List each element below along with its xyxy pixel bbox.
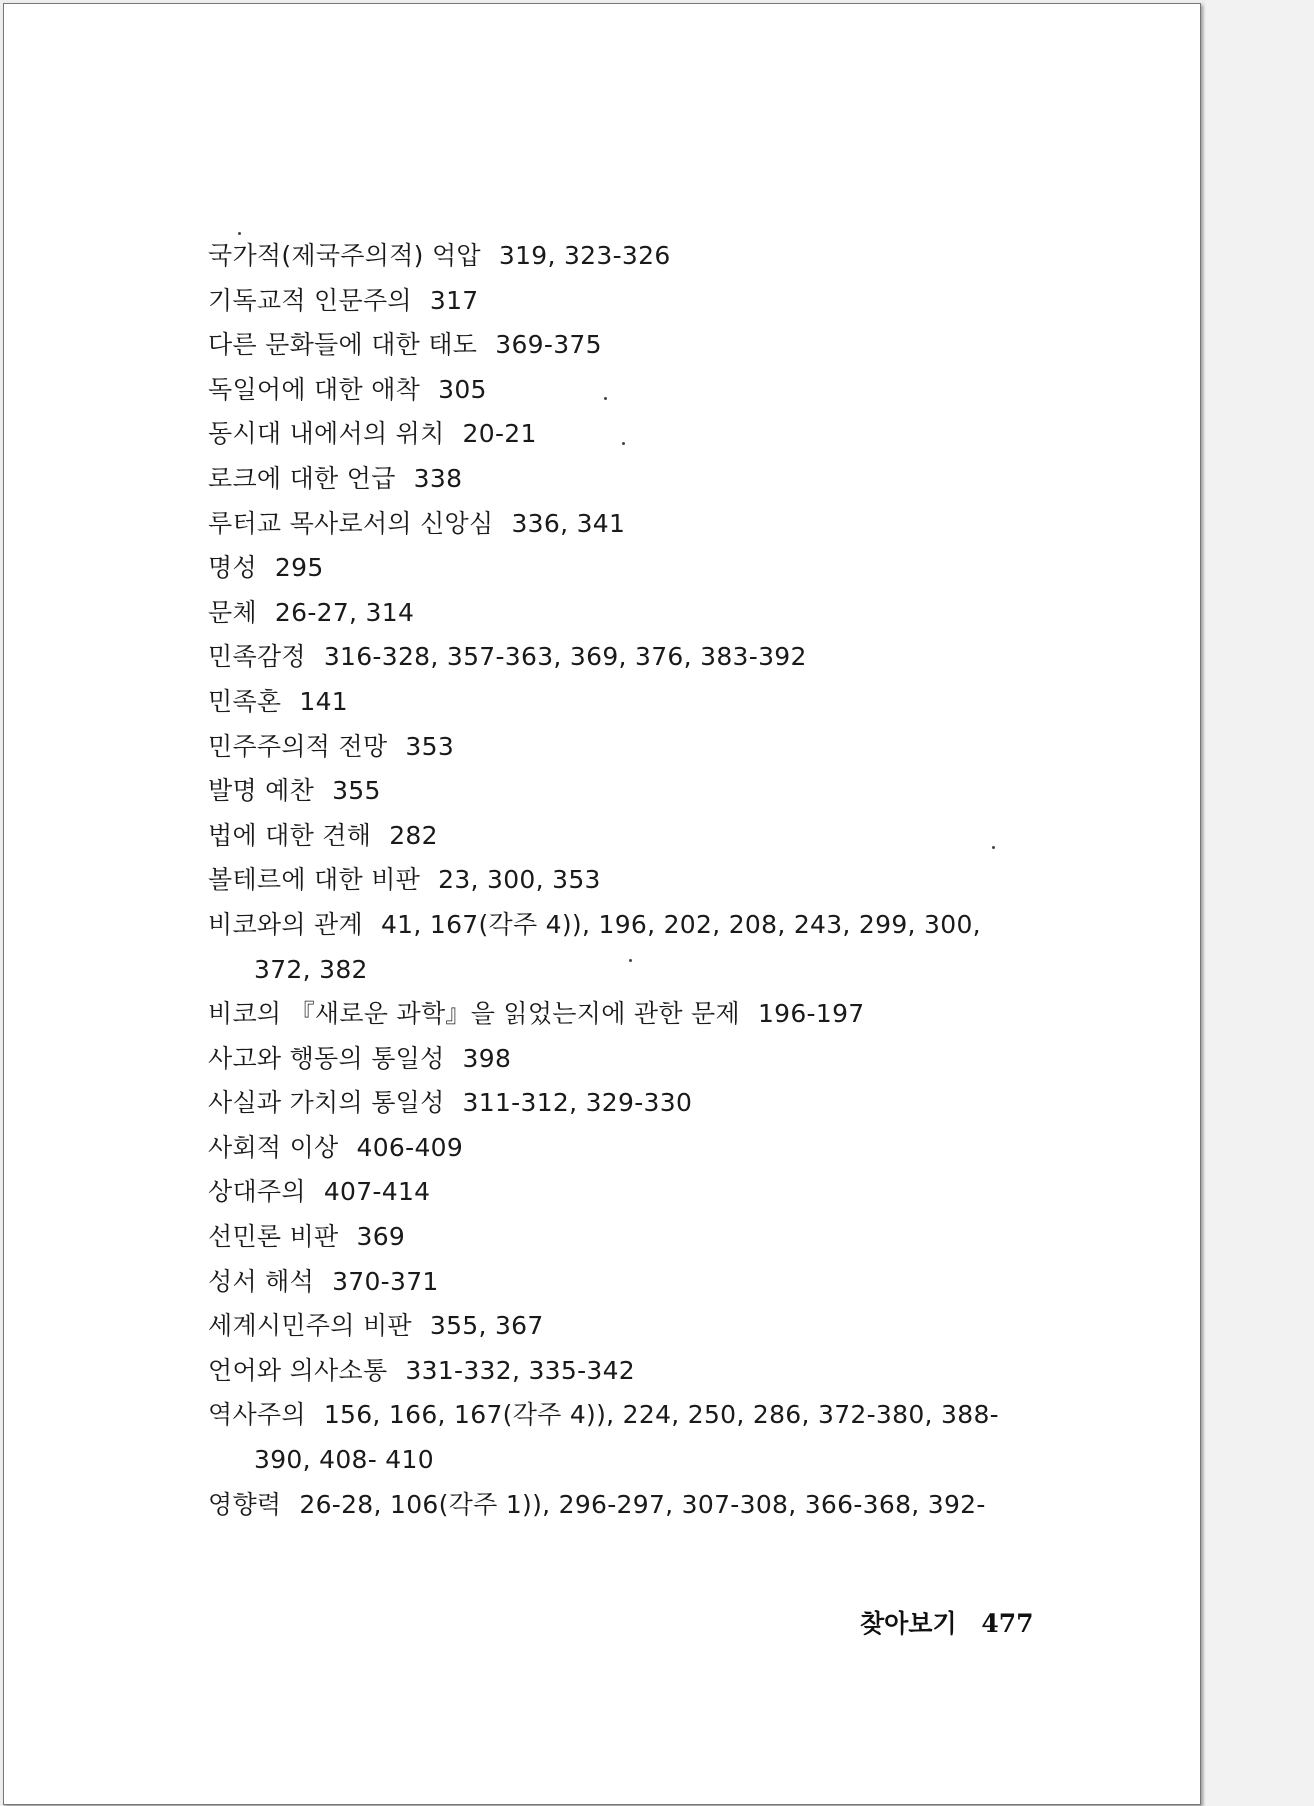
index-entry — [208, 814, 1068, 859]
page-references: 355, 367 — [429, 1311, 544, 1341]
index-entry — [208, 546, 1068, 591]
page-references: 156, 166, 167(각주 4)), 224, 250, 286, 372-380, 388- — [323, 1400, 999, 1430]
page-references-continued: 372, 382 — [254, 954, 368, 984]
page-references: 23, 300, 353 — [438, 865, 601, 895]
index-title: 찾아보기 — [860, 1609, 957, 1638]
index-entries — [208, 234, 1068, 1527]
index-entry — [208, 1037, 1068, 1082]
index-entry — [208, 412, 1068, 457]
page-references: 282 — [389, 820, 438, 850]
index-entry — [208, 769, 1068, 814]
page-references: 353 — [405, 731, 455, 761]
index-term: 역사주의 — [208, 1400, 306, 1430]
index-term: 로크에 대한 언급 — [208, 463, 396, 493]
index-term: 민족감정 — [208, 642, 306, 672]
index-term: 독일어에 대한 애착 — [208, 374, 421, 404]
index-term: 비코의 『새로운 과학』을 읽었는지에 관한 문제 — [208, 999, 740, 1029]
page-references: 295 — [274, 553, 324, 583]
page-references: 41, 167(각주 4)), 196, 202, 208, 243, 299, 300, — [380, 909, 981, 939]
index-entry — [208, 725, 1068, 770]
index-term: 상대주의 — [208, 1177, 306, 1207]
page-references: 26-28, 106(각주 1)), 296-297, 307-308, 366-368, 392- — [299, 1489, 986, 1519]
page-references: 355 — [332, 776, 381, 806]
page-references: 316-328, 357-363, 369, 376, 383-392 — [323, 642, 807, 672]
index-entry — [208, 457, 1068, 502]
page-footer — [860, 1604, 1034, 1640]
index-entry — [208, 1304, 1068, 1349]
index-term: 사회적 이상 — [208, 1132, 339, 1162]
index-term: 다른 문화들에 대한 태도 — [208, 330, 478, 360]
page-references: 319, 323-326 — [498, 241, 671, 270]
index-term: 볼테르에 대한 비판 — [208, 865, 421, 895]
page-references: 20-21 — [462, 419, 537, 449]
index-term: 선민론 비판 — [208, 1222, 339, 1252]
index-entry — [208, 279, 1068, 324]
index-term: 언어와 의사소통 — [208, 1355, 388, 1385]
index-entry — [208, 1260, 1068, 1305]
index-term: 사실과 가치의 통일성 — [208, 1088, 445, 1118]
index-entry — [208, 1393, 1068, 1482]
index-term: 국가적(제국주의적) 억압 — [208, 241, 481, 270]
index-entry — [208, 1170, 1068, 1215]
index-entry — [208, 591, 1068, 636]
page-references: 311-312, 329-330 — [462, 1088, 693, 1118]
index-term: 루터교 목사로서의 신앙심 — [208, 508, 494, 538]
page-references: 369 — [356, 1222, 406, 1252]
index-entry — [208, 1126, 1068, 1171]
index-entry — [208, 323, 1068, 368]
index-entry — [208, 1349, 1068, 1394]
page-number: 477 — [981, 1609, 1034, 1638]
index-term: 문체 — [208, 597, 257, 627]
page-references: 336, 341 — [511, 508, 626, 538]
index-entry — [208, 1215, 1068, 1260]
index-term: 성서 해석 — [208, 1266, 315, 1296]
page-references: 196-197 — [757, 999, 865, 1029]
page-references: 305 — [438, 374, 487, 404]
index-entry — [208, 502, 1068, 547]
page-references: 26-27, 314 — [274, 597, 415, 627]
page-references: 369-375 — [495, 330, 602, 360]
index-entry — [208, 680, 1068, 725]
page-references: 406-409 — [356, 1132, 464, 1162]
page-references: 317 — [429, 285, 479, 315]
index-term: 영향력 — [208, 1489, 282, 1519]
index-term: 세계시민주의 비판 — [208, 1311, 412, 1341]
index-entry — [208, 234, 1068, 279]
index-entry — [208, 1483, 1068, 1528]
index-term: 기독교적 인문주의 — [208, 285, 412, 315]
index-term: 동시대 내에서의 위치 — [208, 419, 445, 449]
index-term: 비코와의 관계 — [208, 909, 363, 939]
index-entry — [208, 635, 1068, 680]
index-term: 발명 예찬 — [208, 776, 315, 806]
index-entry — [208, 992, 1068, 1037]
index-entry — [208, 1081, 1068, 1126]
index-term: 민주주의적 전망 — [208, 731, 388, 761]
index-entry — [208, 858, 1068, 903]
page-references: 141 — [299, 686, 348, 716]
index-entry — [208, 903, 1068, 992]
index-term: 사고와 행동의 통일성 — [208, 1043, 445, 1073]
page-references: 370-371 — [332, 1266, 439, 1296]
page-references: 331-332, 335-342 — [405, 1355, 636, 1385]
index-term: 법에 대한 견해 — [208, 820, 372, 850]
viewer-background — [1205, 0, 1314, 1806]
page-references: 407-414 — [323, 1177, 431, 1207]
index-term: 명성 — [208, 553, 257, 583]
index-entry — [208, 368, 1068, 413]
index-term: 민족혼 — [208, 686, 282, 716]
page-references-continued: 390, 408- 410 — [254, 1445, 434, 1475]
page-references: 398 — [462, 1043, 512, 1073]
page-references: 338 — [413, 463, 463, 493]
